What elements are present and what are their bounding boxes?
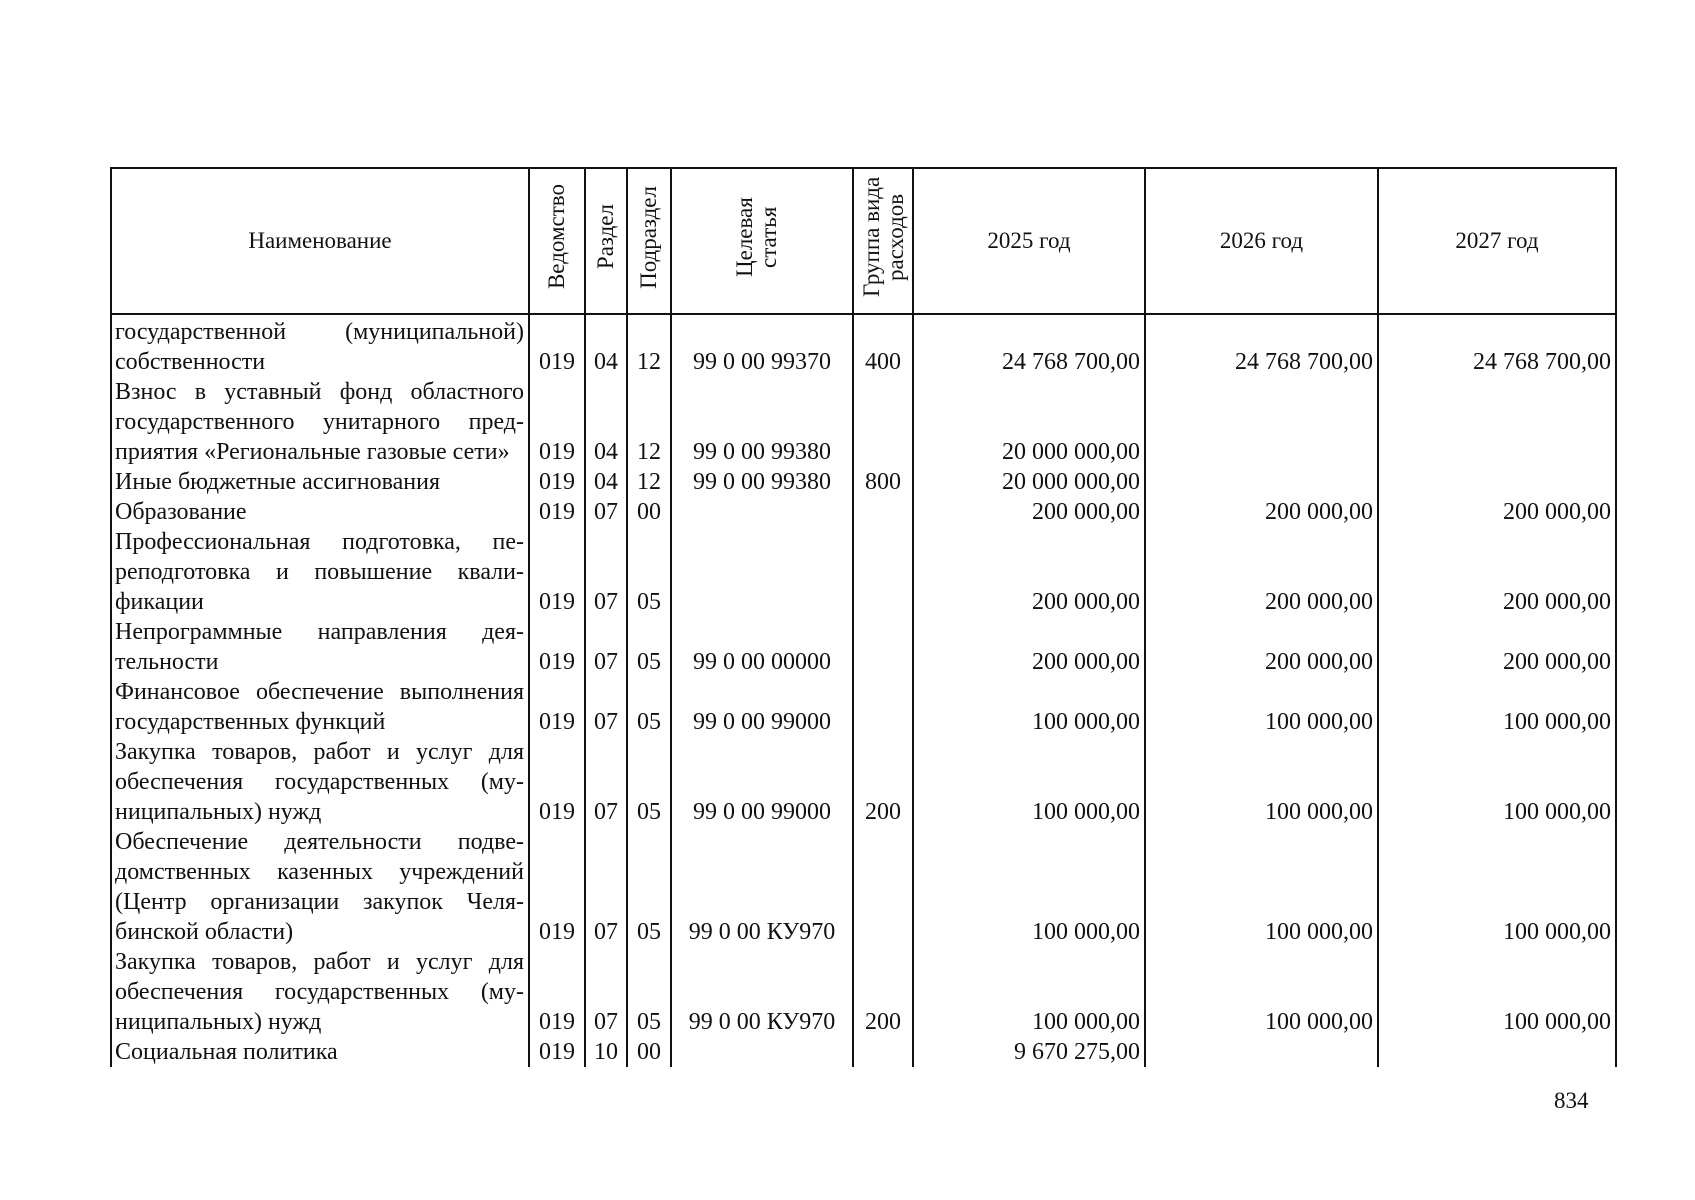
header-section: Раздел — [585, 168, 627, 314]
budget-table — [110, 167, 1617, 1067]
row-amount-2025: 100 000,00 — [913, 947, 1145, 1037]
row-amount-2026: 24 768 700,00 — [1145, 314, 1378, 377]
row-department: 019 — [529, 947, 585, 1037]
row-subsection: 12 — [627, 467, 671, 497]
row-department: 019 — [529, 1037, 585, 1067]
row-expense-group: 400 — [853, 314, 913, 377]
row-expense-group — [853, 1037, 913, 1067]
row-amount-2027: 100 000,00 — [1378, 737, 1616, 827]
row-section: 04 — [585, 467, 627, 497]
row-name: Закупка товаров, работ и услуг для обеспечения государственных (муниципальных) нужд — [111, 947, 529, 1037]
row-subsection: 05 — [627, 617, 671, 677]
row-department: 019 — [529, 377, 585, 467]
row-amount-2025: 100 000,00 — [913, 677, 1145, 737]
header-department: Ведомство — [529, 168, 585, 314]
row-target-article — [671, 527, 853, 617]
row-expense-group — [853, 827, 913, 947]
header-name: Наименование — [111, 168, 529, 314]
table-row — [111, 314, 1616, 377]
row-department: 019 — [529, 467, 585, 497]
row-target-article: 99 0 00 99380 — [671, 377, 853, 467]
row-name: государственной (муниципальной) собственности — [111, 314, 529, 377]
row-amount-2025: 200 000,00 — [913, 497, 1145, 527]
row-department: 019 — [529, 827, 585, 947]
row-section: 07 — [585, 527, 627, 617]
row-target-article — [671, 497, 853, 527]
row-subsection: 05 — [627, 527, 671, 617]
row-amount-2026 — [1145, 1037, 1378, 1067]
row-subsection: 12 — [627, 377, 671, 467]
row-name: Иные бюджетные ассигнования — [111, 467, 529, 497]
row-section: 10 — [585, 1037, 627, 1067]
row-target-article: 99 0 00 99370 — [671, 314, 853, 377]
row-expense-group: 200 — [853, 947, 913, 1037]
row-amount-2026: 100 000,00 — [1145, 737, 1378, 827]
row-name: Профессиональная подготовка, переподготовка и повышение квалификации — [111, 527, 529, 617]
row-amount-2027 — [1378, 467, 1616, 497]
row-amount-2025: 100 000,00 — [913, 827, 1145, 947]
row-department: 019 — [529, 737, 585, 827]
row-target-article: 99 0 00 КУ970 — [671, 827, 853, 947]
table-row — [111, 947, 1616, 1037]
row-expense-group — [853, 377, 913, 467]
row-amount-2027 — [1378, 1037, 1616, 1067]
row-section: 07 — [585, 677, 627, 737]
table-body — [111, 314, 1616, 1067]
table-row — [111, 737, 1616, 827]
row-name: Социальная политика — [111, 1037, 529, 1067]
row-expense-group: 200 — [853, 737, 913, 827]
row-amount-2026: 200 000,00 — [1145, 617, 1378, 677]
row-amount-2027: 200 000,00 — [1378, 527, 1616, 617]
row-expense-group — [853, 617, 913, 677]
row-target-article: 99 0 00 00000 — [671, 617, 853, 677]
table-row — [111, 377, 1616, 467]
row-section: 07 — [585, 947, 627, 1037]
row-amount-2027: 24 768 700,00 — [1378, 314, 1616, 377]
row-target-article: 99 0 00 КУ970 — [671, 947, 853, 1037]
row-amount-2027: 200 000,00 — [1378, 617, 1616, 677]
row-expense-group — [853, 497, 913, 527]
row-section: 04 — [585, 377, 627, 467]
row-subsection: 12 — [627, 314, 671, 377]
row-section: 07 — [585, 827, 627, 947]
table-row — [111, 467, 1616, 497]
row-expense-group — [853, 527, 913, 617]
row-department: 019 — [529, 527, 585, 617]
row-amount-2026: 100 000,00 — [1145, 677, 1378, 737]
row-amount-2026 — [1145, 467, 1378, 497]
row-department: 019 — [529, 677, 585, 737]
row-amount-2025: 200 000,00 — [913, 617, 1145, 677]
header-expense-group: Группа вида расходов — [853, 168, 913, 314]
row-amount-2026: 200 000,00 — [1145, 497, 1378, 527]
row-department: 019 — [529, 497, 585, 527]
table-row — [111, 497, 1616, 527]
row-expense-group — [853, 677, 913, 737]
table-header — [111, 168, 1616, 314]
row-subsection: 05 — [627, 947, 671, 1037]
row-subsection: 00 — [627, 1037, 671, 1067]
row-amount-2027 — [1378, 377, 1616, 467]
row-subsection: 05 — [627, 827, 671, 947]
row-amount-2025: 24 768 700,00 — [913, 314, 1145, 377]
header-year-2027: 2027 год — [1378, 168, 1616, 314]
row-amount-2026 — [1145, 377, 1378, 467]
row-subsection: 00 — [627, 497, 671, 527]
header-year-2025: 2025 год — [913, 168, 1145, 314]
table-row — [111, 827, 1616, 947]
row-amount-2026: 100 000,00 — [1145, 827, 1378, 947]
row-department: 019 — [529, 617, 585, 677]
header-target-article: Целевая статья — [671, 168, 853, 314]
row-amount-2025: 100 000,00 — [913, 737, 1145, 827]
row-amount-2026: 200 000,00 — [1145, 527, 1378, 617]
row-name: Обеспечение деятельности подведомственных казенных учреждений (Центр организации закупок Челябинской области) — [111, 827, 529, 947]
row-name: Закупка товаров, работ и услуг для обеспечения государственных (муниципальных) нужд — [111, 737, 529, 827]
header-year-2026: 2026 год — [1145, 168, 1378, 314]
table-row — [111, 1037, 1616, 1067]
row-target-article — [671, 1037, 853, 1067]
header-subsection: Подраздел — [627, 168, 671, 314]
table-row — [111, 677, 1616, 737]
row-name: Взнос в уставный фонд областного государственного унитарного предприятия «Региональные газовые сети» — [111, 377, 529, 467]
row-amount-2025: 200 000,00 — [913, 527, 1145, 617]
row-subsection: 05 — [627, 677, 671, 737]
row-subsection: 05 — [627, 737, 671, 827]
row-amount-2027: 100 000,00 — [1378, 677, 1616, 737]
row-section: 07 — [585, 617, 627, 677]
row-amount-2025: 20 000 000,00 — [913, 467, 1145, 497]
row-department: 019 — [529, 314, 585, 377]
row-amount-2025: 9 670 275,00 — [913, 1037, 1145, 1067]
row-section: 07 — [585, 737, 627, 827]
row-name: Образование — [111, 497, 529, 527]
row-expense-group: 800 — [853, 467, 913, 497]
row-amount-2027: 100 000,00 — [1378, 827, 1616, 947]
table-row — [111, 617, 1616, 677]
row-amount-2027: 100 000,00 — [1378, 947, 1616, 1037]
row-name: Непрограммные направления деятельности — [111, 617, 529, 677]
row-target-article: 99 0 00 99000 — [671, 677, 853, 737]
row-amount-2026: 100 000,00 — [1145, 947, 1378, 1037]
row-amount-2027: 200 000,00 — [1378, 497, 1616, 527]
row-section: 04 — [585, 314, 627, 377]
row-target-article: 99 0 00 99380 — [671, 467, 853, 497]
table-row — [111, 527, 1616, 617]
row-target-article: 99 0 00 99000 — [671, 737, 853, 827]
row-name: Финансовое обеспечение выполнения государственных функций — [111, 677, 529, 737]
page-number: 834 — [1554, 1088, 1589, 1113]
row-section: 07 — [585, 497, 627, 527]
row-amount-2025: 20 000 000,00 — [913, 377, 1145, 467]
